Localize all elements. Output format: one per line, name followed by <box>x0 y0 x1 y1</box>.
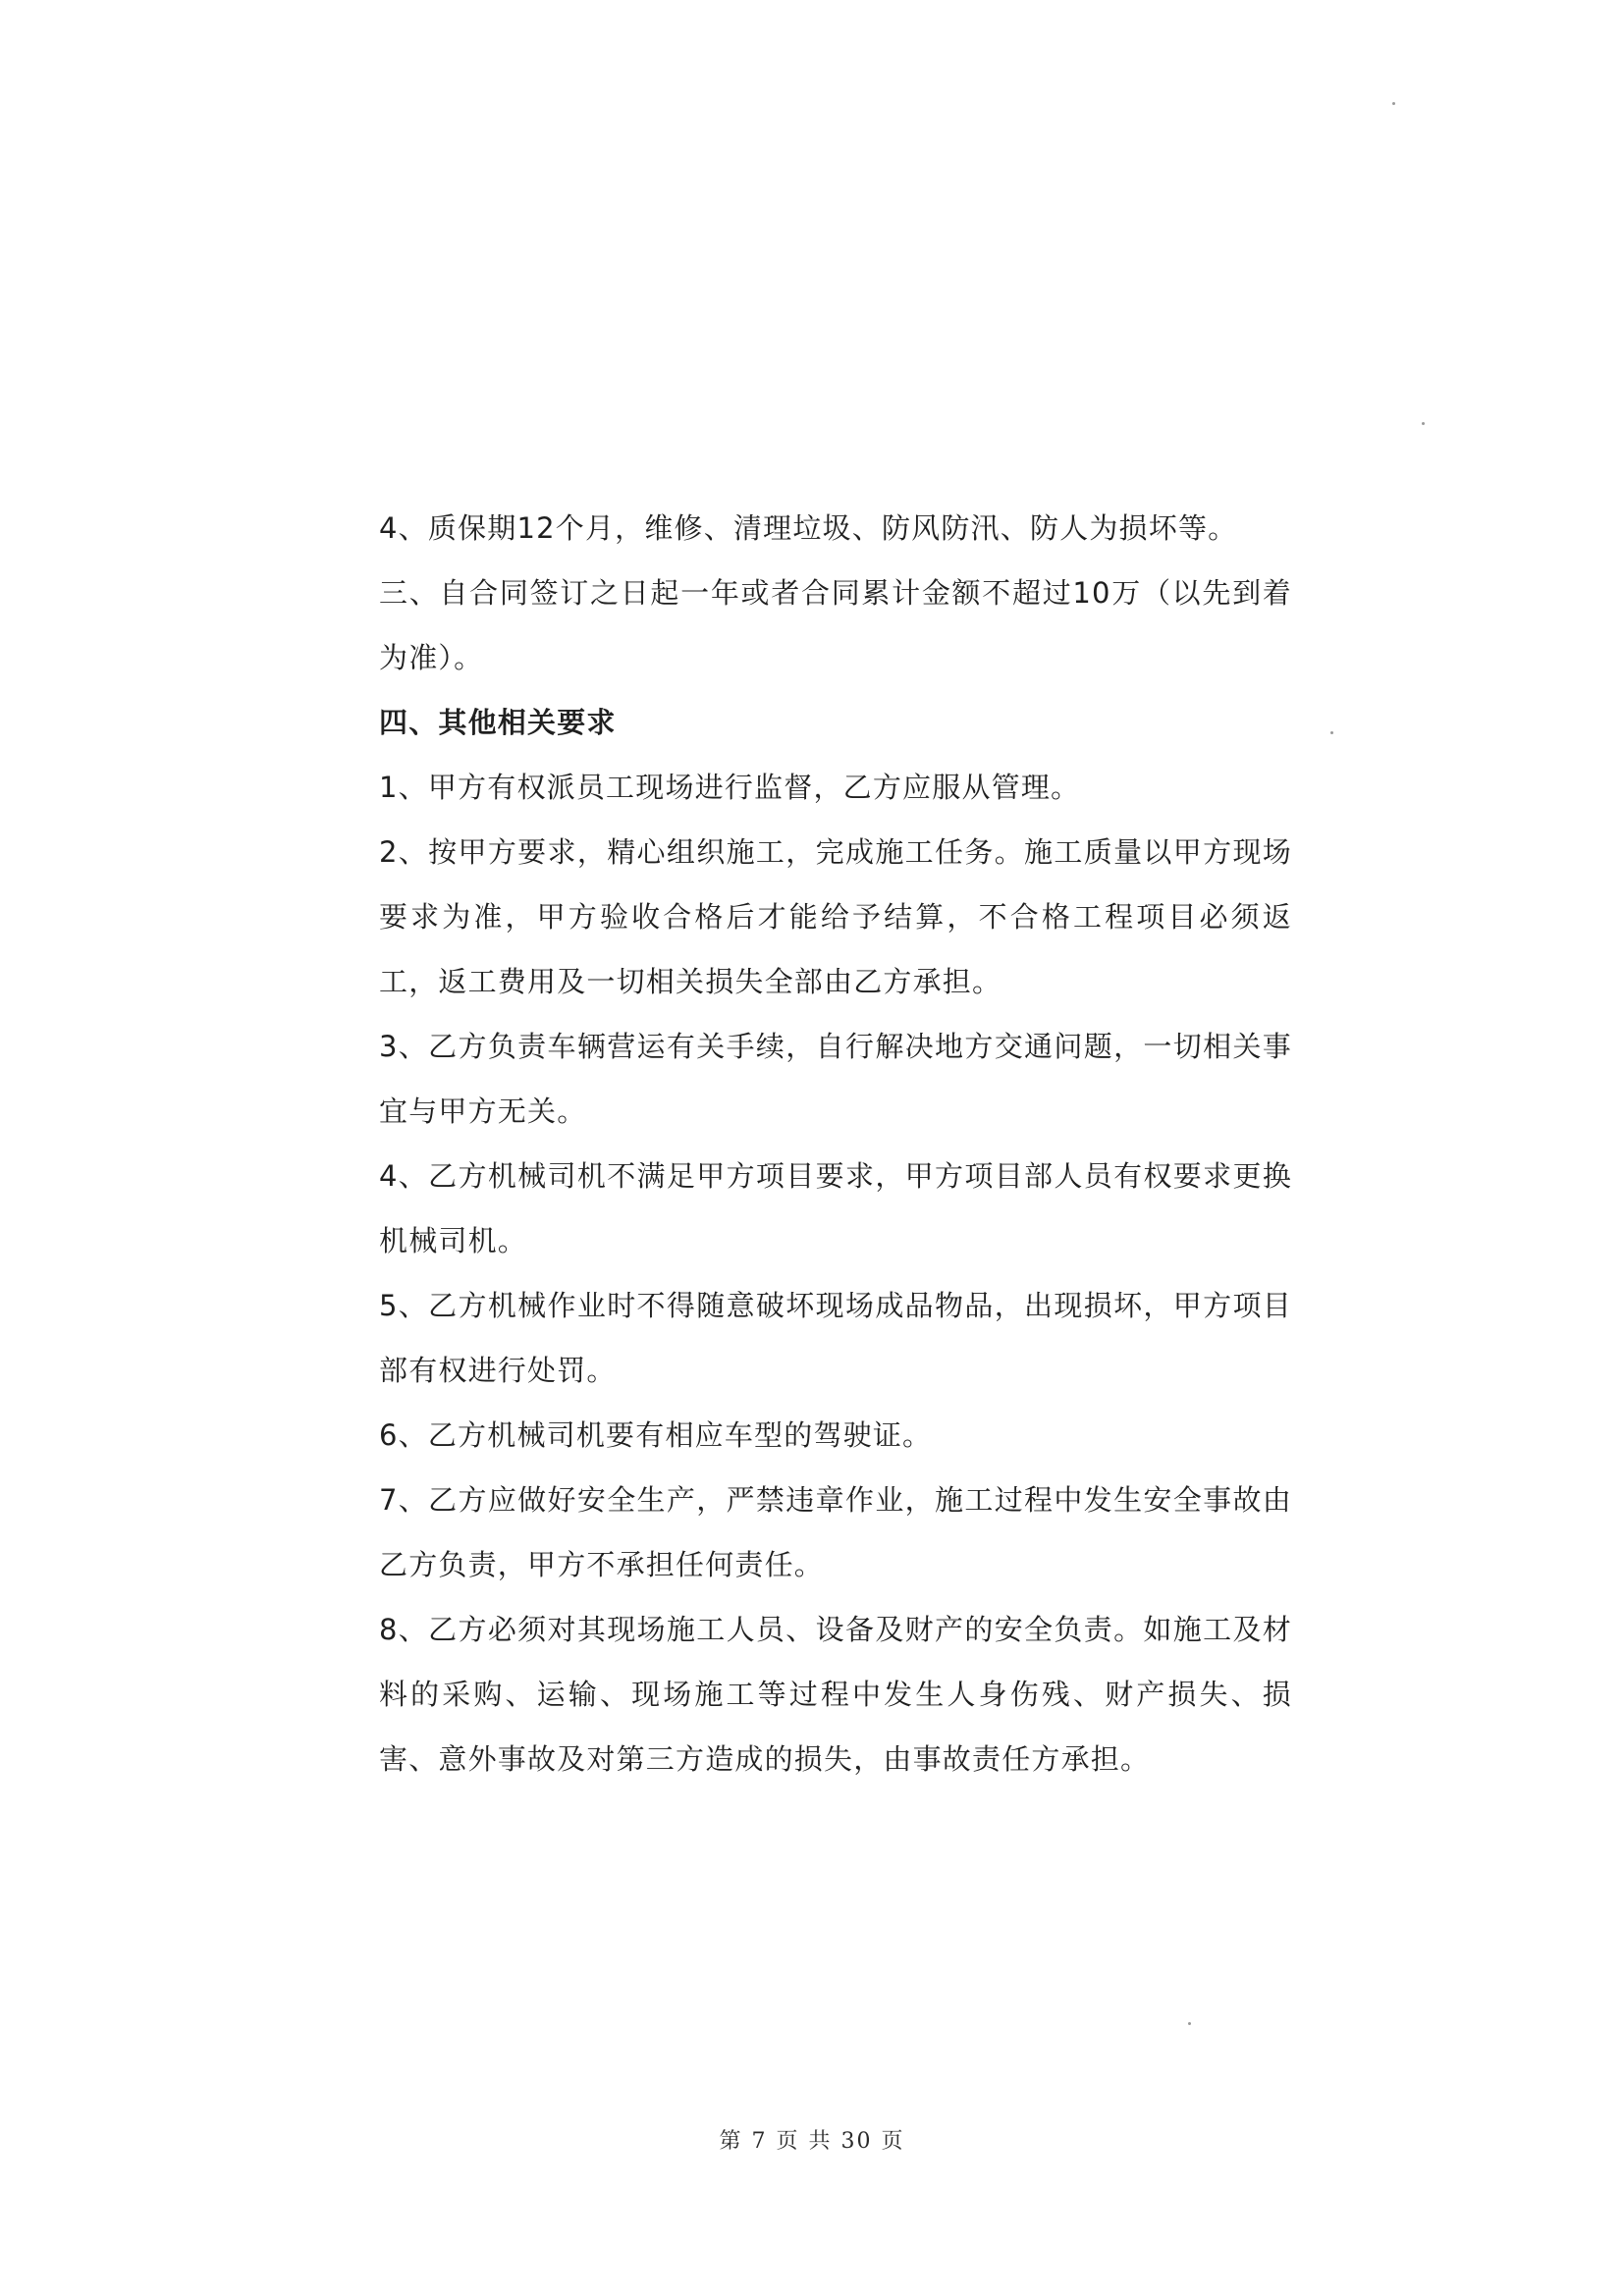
section-3-term: 三、自合同签订之日起一年或者合同累计金额不超过10万（以先到着为准）。 <box>379 576 1292 674</box>
document-body <box>379 496 1292 1791</box>
clause-8-liability: 8、乙方必须对其现场施工人员、设备及财产的安全负责。如施工及材料的采购、运输、现场施工等过程中发生人身伤残、财产损失、损害、意外事故及对第三方造成的损失，由事故责任方承担。 <box>379 1613 1292 1776</box>
scan-speck <box>1392 102 1395 105</box>
page-number: 第 7 页 共 30 页 <box>719 2129 905 2154</box>
clause-3-vehicles: 3、乙方负责车辆营运有关手续，自行解决地方交通问题，一切相关事宜与甲方无关。 <box>379 1030 1292 1128</box>
clause-5-damage: 5、乙方机械作业时不得随意破坏现场成品物品，出现损坏，甲方项目部有权进行处罚。 <box>379 1289 1292 1387</box>
clause-4-drivers: 4、乙方机械司机不满足甲方项目要求，甲方项目部人员有权要求更换机械司机。 <box>379 1159 1292 1257</box>
clause-2-construction: 2、按甲方要求，精心组织施工，完成施工任务。施工质量以甲方现场要求为准，甲方验收合格后才能给予结算，不合格工程项目必须返工，返工费用及一切相关损失全部由乙方承担。 <box>379 835 1292 998</box>
scan-speck <box>1422 422 1425 425</box>
clause-6-license: 6、乙方机械司机要有相应车型的驾驶证。 <box>379 1418 933 1452</box>
clause-4-warranty: 4、质保期12个月，维修、清理垃圾、防风防汛、防人为损坏等。 <box>379 511 1238 545</box>
scan-speck <box>1188 2022 1191 2025</box>
clause-7-safety: 7、乙方应做好安全生产，严禁违章作业，施工过程中发生安全事故由乙方负责，甲方不承担任何责任。 <box>379 1483 1292 1581</box>
clause-1-supervision: 1、甲方有权派员工现场进行监督，乙方应服从管理。 <box>379 771 1081 804</box>
scan-speck <box>1330 731 1333 734</box>
section-4-heading: 四、其他相关要求 <box>379 706 617 739</box>
